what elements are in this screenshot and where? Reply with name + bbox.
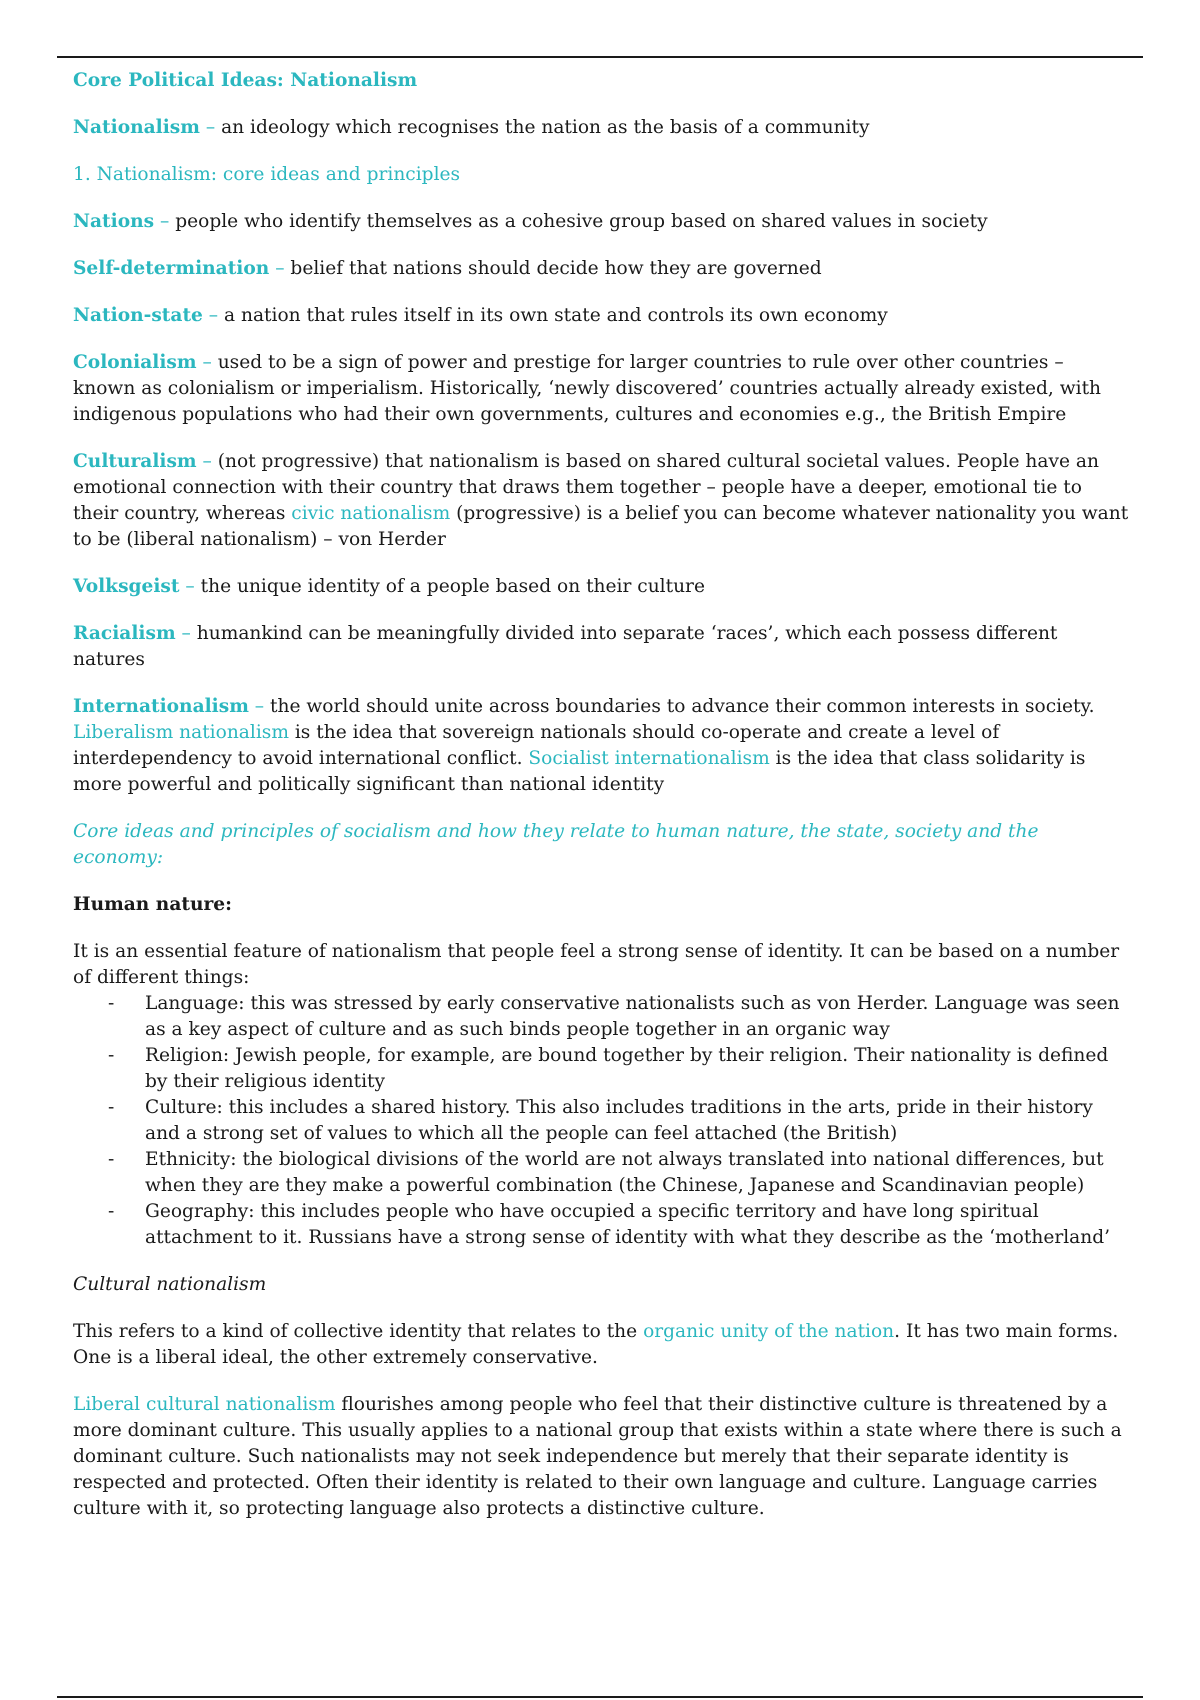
cultural-nationalism-paragraph	[73, 1319, 1130, 1371]
definition-self-determination	[73, 256, 1130, 282]
definition-colonialism	[73, 350, 1130, 428]
definition-text: the world should unite across boundaries to advance their common interests in society.	[270, 696, 1095, 717]
term: Nation-state	[73, 305, 203, 326]
highlight-socialist-internationalism: Socialist internationalism	[528, 748, 770, 769]
separator: –	[179, 576, 201, 597]
definition-text: belief that nations should decide how they are governed	[290, 258, 822, 279]
definition-nation-state	[73, 303, 1130, 329]
definition-volksgeist	[73, 574, 1130, 600]
separator: –	[199, 117, 222, 138]
definition-text: humankind can be meaningfully divided into separate ‘races’, which each possess different natures	[73, 623, 1058, 670]
bottom-rule	[57, 1696, 1143, 1698]
definition-text: people who identify themselves as a cohesive group based on shared values in society	[175, 211, 988, 232]
definition-text: is the idea that class solidarity is more powerful and politically significant than national identity	[73, 748, 1086, 795]
top-rule	[57, 56, 1143, 58]
definition-text: (not progressive) that nationalism is based on shared cultural societal values. People have an emotional connection with their country that draws them together – people have a deeper, emotional tie to their country, whereas	[73, 451, 1099, 524]
paragraph-text: . It has two main forms. One is a liberal ideal, the other extremely conservative.	[73, 1321, 1119, 1368]
highlight-liberalism-nationalism: Liberalism nationalism	[73, 722, 289, 743]
separator: –	[196, 352, 218, 373]
highlight-liberal-cultural-nationalism: Liberal cultural nationalism	[73, 1394, 336, 1415]
definition-internationalism	[73, 694, 1130, 798]
liberal-cultural-nationalism-paragraph	[73, 1392, 1130, 1522]
identity-bullet-list	[73, 991, 1130, 1251]
highlight-civic-nationalism: civic nationalism	[291, 503, 451, 524]
term: Culturalism	[73, 451, 197, 472]
human-nature-heading: Human nature:	[73, 894, 232, 915]
list-item: - Culture: this includes a shared history. This also includes traditions in the arts, pride in their history and a strong set of values to which all the people can feel attached (the British)	[145, 1095, 1130, 1147]
italic-subheading: Core ideas and principles of socialism and how they relate to human nature, the state, society and the economy:	[73, 821, 1039, 868]
separator: –	[154, 211, 176, 232]
separator: –	[196, 451, 218, 472]
definition-text: an ideology which recognises the nation as the basis of a community	[221, 117, 870, 138]
definition-nations	[73, 209, 1130, 235]
term: Racialism	[73, 623, 176, 644]
term: Internationalism	[73, 696, 249, 717]
term: Nationalism	[73, 117, 200, 138]
separator: –	[175, 623, 197, 644]
term: Colonialism	[73, 352, 197, 373]
paragraph-text: flourishes among people who feel that their distinctive culture is threatened by a more dominant culture. This usually applies to a national group that exists within a state where there is such a dominant culture. Such nationalists may not seek independence but merely that their separate identity is respected and protected. Often their identity is related to their own language and culture. Language carries culture with it, so protecting language also protects a distinctive culture.	[73, 1394, 1122, 1519]
definition-text: used to be a sign of power and prestige for larger countries to rule over other countries – known as colonialism or imperialism. Historically, ‘newly discovered’ countries actually already existed, with indigenous populations who had their own governments, cultures and economies e.g., the British Empire	[73, 352, 1102, 425]
paragraph-text: This refers to a kind of collective identity that relates to the	[73, 1321, 644, 1342]
definition-text: a nation that rules itself in its own state and controls its own economy	[223, 305, 888, 326]
definition-culturalism	[73, 449, 1130, 553]
human-nature-intro: It is an essential feature of nationalism that people feel a strong sense of identity. It can be based on a number of different things:	[73, 941, 1120, 988]
separator: –	[248, 696, 271, 717]
list-item: - Language: this was stressed by early conservative nationalists such as von Herder. Language was seen as a key aspect of culture and as such binds people together in an organic way	[145, 991, 1130, 1043]
document-title: Core Political Ideas: Nationalism	[73, 70, 418, 91]
definition-text: (progressive) is a belief you can become whatever nationality you want to be (liberal nationalism) – von Herder	[73, 503, 1129, 550]
document-body	[73, 60, 1130, 1522]
separator: –	[269, 258, 291, 279]
cultural-nationalism-heading: Cultural nationalism	[73, 1274, 267, 1295]
separator: –	[202, 305, 224, 326]
definition-racialism	[73, 621, 1130, 673]
term: Self-determination	[73, 258, 270, 279]
highlight-organic-unity: organic unity of the nation	[643, 1321, 895, 1342]
section-heading: 1. Nationalism: core ideas and principles	[73, 164, 461, 185]
list-item: - Geography: this includes people who have occupied a specific territory and have long spiritual attachment to it. Russians have a strong sense of identity with what they describe as the ‘motherland’	[145, 1199, 1130, 1251]
term: Volksgeist	[73, 576, 180, 597]
definition-text: the unique identity of a people based on their culture	[200, 576, 705, 597]
term: Nations	[73, 211, 155, 232]
definition-nationalism	[73, 115, 1130, 141]
list-item: - Ethnicity: the biological divisions of the world are not always translated into national differences, but when they are they make a powerful combination (the Chinese, Japanese and Scandinavian people)	[145, 1147, 1130, 1199]
definition-text: is the idea that sovereign nationals should co-operate and create a level of interdependency to avoid international conflict.	[73, 722, 1000, 769]
list-item: - Religion: Jewish people, for example, are bound together by their religion. Their nationality is defined by their religious identity	[145, 1043, 1130, 1095]
